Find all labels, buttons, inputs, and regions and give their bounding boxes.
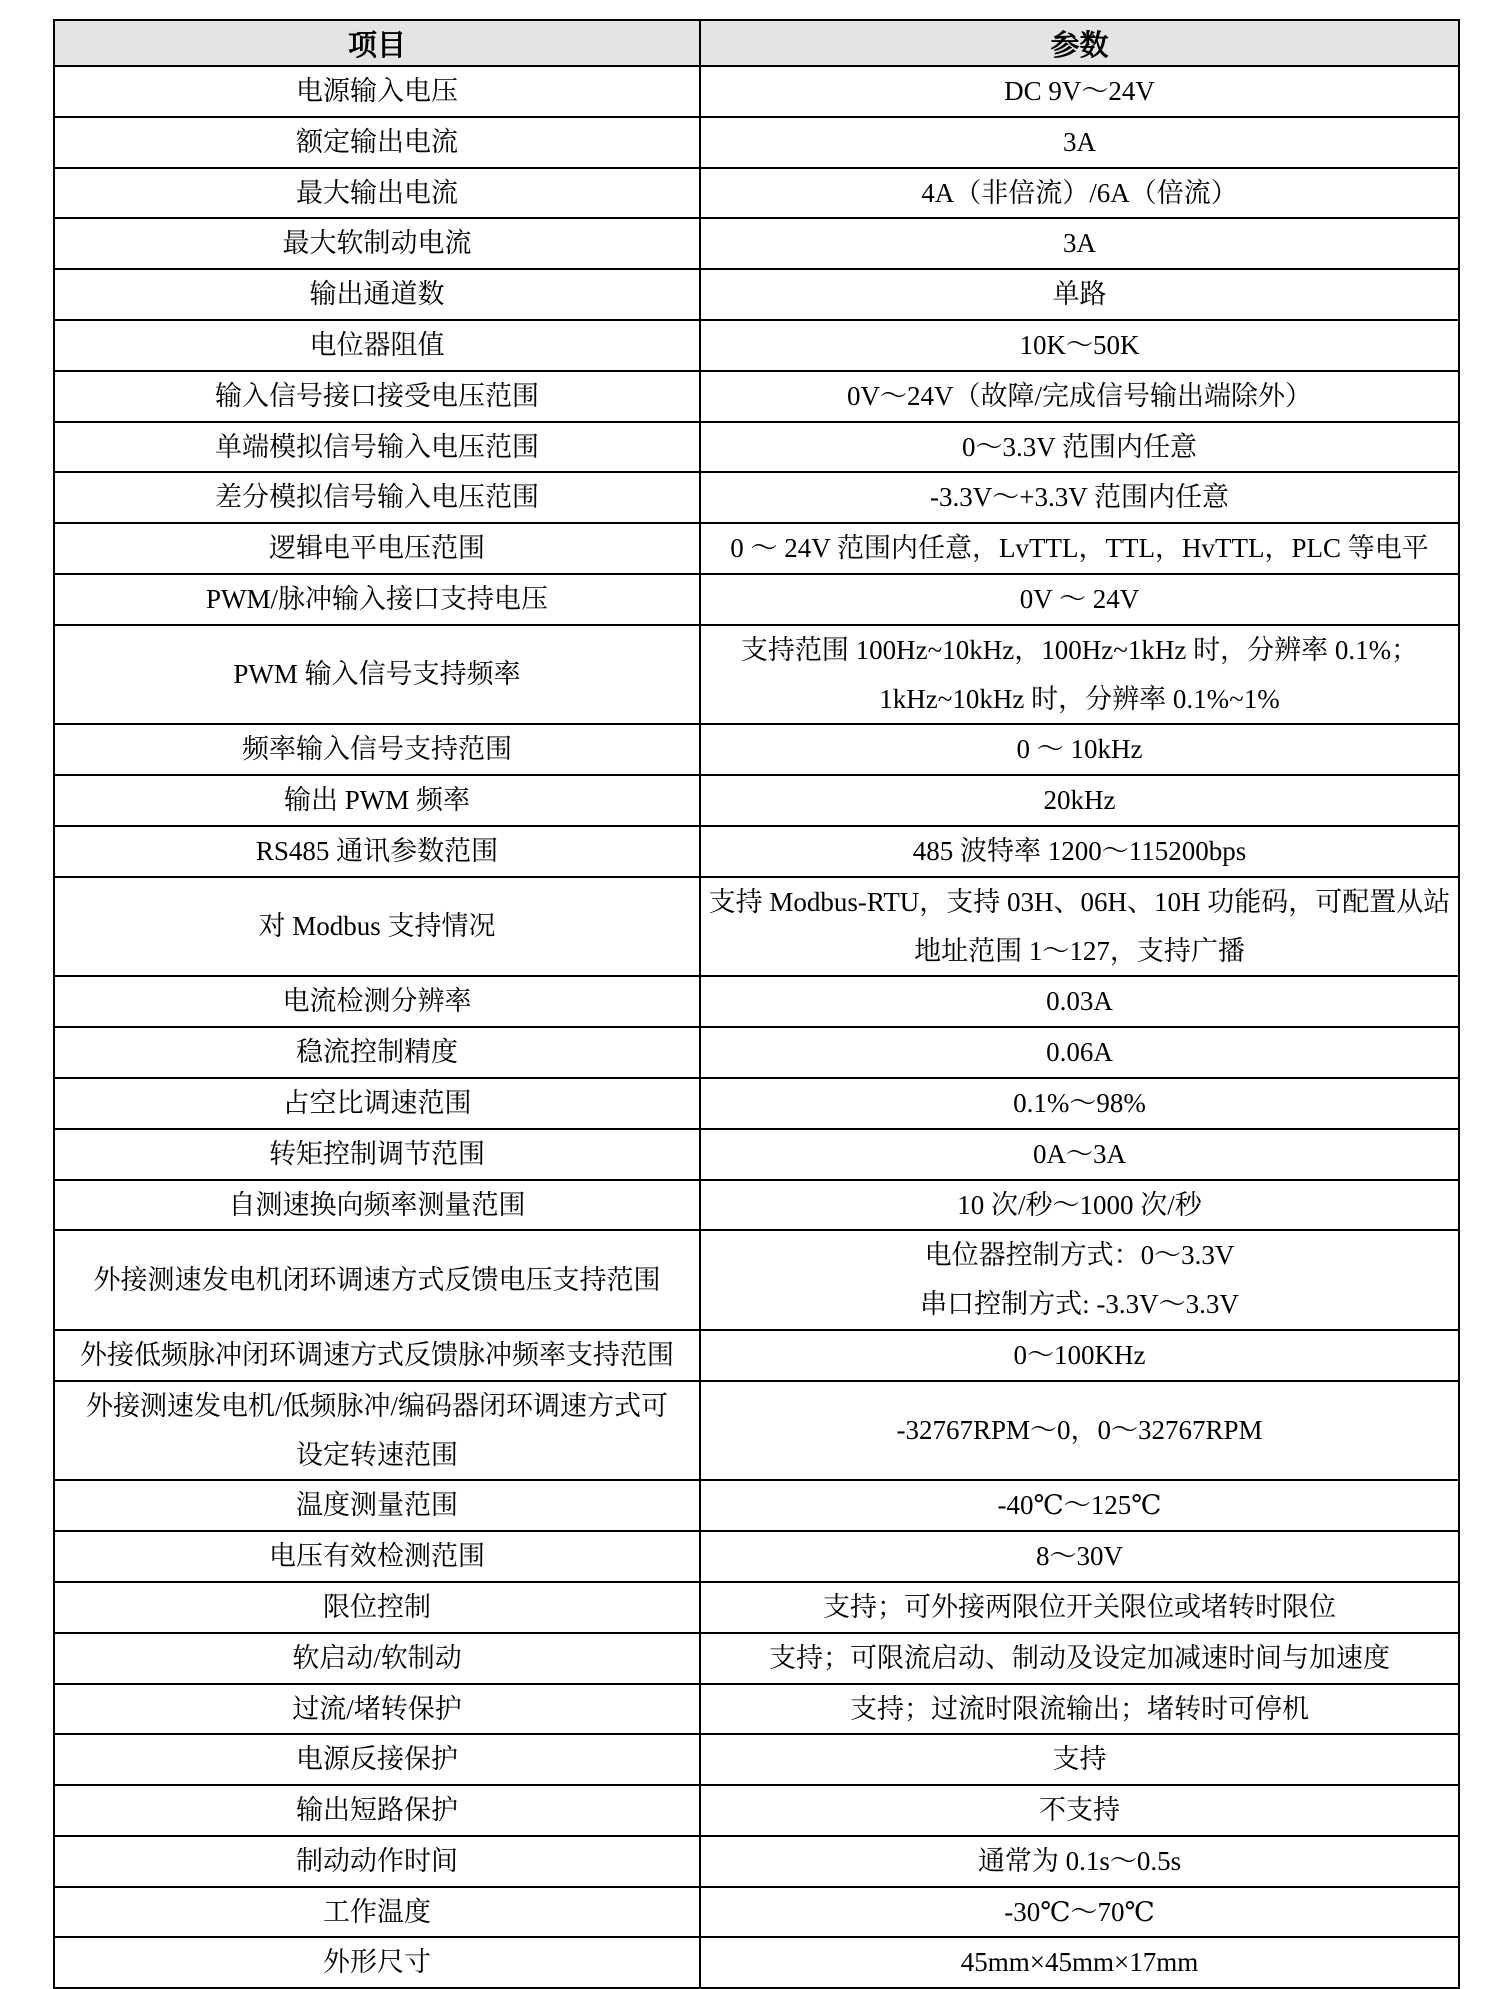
spec-item-cell bbox=[54, 1582, 700, 1633]
cell-line: 电流检测分辨率 bbox=[282, 986, 472, 1017]
cell-line: 输出通道数 bbox=[309, 279, 445, 310]
spec-item-cell bbox=[54, 1078, 700, 1129]
spec-param-cell bbox=[700, 371, 1459, 422]
cell-line: 电位器阻值 bbox=[309, 329, 445, 360]
table-row bbox=[54, 724, 1459, 775]
cell-line: 0～100KHz bbox=[1013, 1339, 1146, 1370]
table-row bbox=[54, 625, 1459, 725]
cell-line: 支持 bbox=[1052, 1744, 1107, 1775]
spec-item-cell bbox=[54, 422, 700, 473]
cell-line: 软启动/软制动 bbox=[292, 1642, 462, 1673]
cell-line: 0 ～ 10kHz bbox=[1016, 734, 1143, 765]
spec-param-cell bbox=[700, 218, 1459, 269]
table-row bbox=[54, 1531, 1459, 1582]
table-row bbox=[54, 117, 1459, 168]
spec-item-cell bbox=[54, 472, 700, 523]
table-row bbox=[54, 1633, 1459, 1684]
table-row bbox=[54, 1582, 1459, 1633]
cell-line: 支持 Modbus-RTU，支持 03H、06H、10H 功能码，可配置从站 bbox=[708, 886, 1451, 917]
cell-line: 485 波特率 1200～115200bps bbox=[912, 835, 1247, 866]
cell-line: 10 次/秒～1000 次/秒 bbox=[957, 1189, 1202, 1220]
table-row bbox=[54, 976, 1459, 1027]
spec-item-cell bbox=[54, 371, 700, 422]
spec-param-cell bbox=[700, 724, 1459, 775]
spec-item-cell bbox=[54, 976, 700, 1027]
table-row bbox=[54, 1180, 1459, 1231]
cell-line: 制动动作时间 bbox=[296, 1845, 458, 1876]
cell-line: PWM 输入信号支持频率 bbox=[233, 659, 521, 690]
table-row bbox=[54, 218, 1459, 269]
spec-param-cell bbox=[700, 1531, 1459, 1582]
table-row bbox=[54, 1330, 1459, 1381]
spec-param-cell bbox=[700, 1684, 1459, 1735]
cell-line: 外接测速发电机闭环调速方式反馈电压支持范围 bbox=[93, 1264, 661, 1295]
cell-line: 输出 PWM 频率 bbox=[283, 785, 470, 816]
table-row bbox=[54, 1887, 1459, 1938]
cell-line: 10K～50K bbox=[1019, 329, 1140, 360]
cell-line: 通常为 0.1s～0.5s bbox=[977, 1845, 1182, 1876]
spec-param-cell bbox=[700, 1078, 1459, 1129]
table-row bbox=[54, 1480, 1459, 1531]
cell-line: 最大输出电流 bbox=[296, 177, 458, 208]
cell-line: 限位控制 bbox=[323, 1591, 431, 1622]
spec-item-cell bbox=[54, 66, 700, 117]
spec-param-cell bbox=[700, 1785, 1459, 1836]
table-row bbox=[54, 826, 1459, 877]
cell-line: 额定输出电流 bbox=[296, 126, 458, 157]
spec-param-cell bbox=[700, 422, 1459, 473]
cell-line: 差分模拟信号输入电压范围 bbox=[215, 482, 539, 513]
spec-item-cell bbox=[54, 1531, 700, 1582]
cell-line: 外接测速发电机/低频脉冲/编码器闭环调速方式可 bbox=[85, 1390, 668, 1421]
table-row bbox=[54, 574, 1459, 625]
spec-param-cell bbox=[700, 117, 1459, 168]
cell-line: -32767RPM～0，0～32767RPM bbox=[896, 1415, 1263, 1446]
cell-line: 过流/堵转保护 bbox=[292, 1693, 462, 1724]
table-row bbox=[54, 422, 1459, 473]
spec-item-cell bbox=[54, 168, 700, 219]
spec-param-cell bbox=[700, 523, 1459, 574]
spec-param-cell bbox=[700, 976, 1459, 1027]
table-row bbox=[54, 472, 1459, 523]
cell-line: -40℃～125℃ bbox=[997, 1490, 1162, 1521]
spec-item-cell bbox=[54, 1381, 700, 1481]
spec-param-cell bbox=[700, 775, 1459, 826]
spec-param-cell bbox=[700, 1330, 1459, 1381]
spec-param-cell bbox=[700, 1734, 1459, 1785]
table-row bbox=[54, 1785, 1459, 1836]
spec-item-cell bbox=[54, 1633, 700, 1684]
cell-line: 支持；过流时限流输出；堵转时可停机 bbox=[850, 1693, 1309, 1724]
cell-line: 地址范围 1～127，支持广播 bbox=[914, 935, 1245, 966]
cell-line: 电位器控制方式：0～3.3V bbox=[924, 1240, 1235, 1271]
table-row bbox=[54, 1230, 1459, 1330]
cell-line: 0A～3A bbox=[1033, 1138, 1126, 1169]
spec-param-cell bbox=[700, 1887, 1459, 1938]
cell-line: 串口控制方式: -3.3V～3.3V bbox=[920, 1289, 1239, 1320]
cell-line: 0.03A bbox=[1046, 986, 1113, 1017]
cell-line: 设定转速范围 bbox=[296, 1439, 458, 1470]
table-row bbox=[54, 1381, 1459, 1481]
table-row bbox=[54, 1078, 1459, 1129]
spec-item-cell bbox=[54, 523, 700, 574]
cell-line: -30℃～70℃ bbox=[1004, 1896, 1155, 1927]
spec-item-cell bbox=[54, 1887, 700, 1938]
cell-line: RS485 通讯参数范围 bbox=[255, 835, 499, 866]
table-row bbox=[54, 66, 1459, 117]
spec-item-cell bbox=[54, 625, 700, 725]
cell-line: 0.1%～98% bbox=[1013, 1087, 1146, 1118]
spec-param-cell bbox=[700, 1180, 1459, 1231]
spec-item-cell bbox=[54, 1734, 700, 1785]
cell-line: 对 Modbus 支持情况 bbox=[258, 911, 496, 942]
table-row bbox=[54, 1836, 1459, 1887]
cell-line: 转矩控制调节范围 bbox=[269, 1138, 485, 1169]
spec-item-cell bbox=[54, 1684, 700, 1735]
cell-line: 占空比调速范围 bbox=[282, 1087, 472, 1118]
cell-line: 支持；可限流启动、制动及设定加减速时间与加速度 bbox=[769, 1642, 1390, 1673]
cell-line: 4A（非倍流）/6A（倍流） bbox=[921, 177, 1238, 208]
spec-param-cell bbox=[700, 1480, 1459, 1531]
cell-line: DC 9V～24V bbox=[1004, 76, 1155, 106]
cell-line: 外形尺寸 bbox=[323, 1947, 431, 1978]
cell-line: 单端模拟信号输入电压范围 bbox=[215, 431, 539, 462]
cell-line: 3A bbox=[1063, 228, 1096, 259]
spec-table bbox=[53, 19, 1460, 1989]
spec-param-cell bbox=[700, 1381, 1459, 1481]
spec-item-cell bbox=[54, 1330, 700, 1381]
cell-line: 不支持 bbox=[1039, 1795, 1120, 1826]
spec-param-cell bbox=[700, 66, 1459, 117]
cell-line: 外接低频脉冲闭环调速方式反馈脉冲频率支持范围 bbox=[80, 1339, 674, 1370]
table-row bbox=[54, 1027, 1459, 1078]
spec-item-cell bbox=[54, 320, 700, 371]
spec-param-cell bbox=[700, 574, 1459, 625]
spec-param-cell bbox=[700, 1129, 1459, 1180]
table-row bbox=[54, 1684, 1459, 1735]
cell-line: 0V～24V（故障/完成信号输出端除外） bbox=[847, 380, 1312, 411]
spec-item-cell bbox=[54, 269, 700, 320]
table-row bbox=[54, 1129, 1459, 1180]
spec-item-cell bbox=[54, 218, 700, 269]
spec-table-body bbox=[54, 66, 1459, 1988]
spec-item-cell bbox=[54, 1480, 700, 1531]
table-row bbox=[54, 523, 1459, 574]
spec-item-cell bbox=[54, 1027, 700, 1078]
spec-item-cell bbox=[54, 117, 700, 168]
cell-line: 45mm×45mm×17mm bbox=[960, 1947, 1199, 1978]
cell-line: 单路 bbox=[1052, 279, 1107, 310]
spec-table-header bbox=[54, 20, 1459, 66]
spec-param-cell bbox=[700, 1230, 1459, 1330]
cell-line: 0 ～ 24V 范围内任意，LvTTL，TTL，HvTTL，PLC 等电平 bbox=[730, 533, 1429, 564]
cell-line: 电压有效检测范围 bbox=[269, 1541, 485, 1572]
cell-line: 支持范围 100Hz~10kHz，100Hz~1kHz 时，分辨率 0.1%； bbox=[740, 634, 1419, 665]
spec-param-cell bbox=[700, 1027, 1459, 1078]
spec-item-cell bbox=[54, 775, 700, 826]
spec-param-cell bbox=[700, 472, 1459, 523]
cell-line: PWM/脉冲输入接口支持电压 bbox=[205, 583, 548, 614]
spec-item-cell bbox=[54, 877, 700, 977]
spec-param-cell bbox=[700, 168, 1459, 219]
column-header-param: 参数 bbox=[700, 20, 1459, 66]
cell-line: 0V ～ 24V bbox=[1019, 583, 1140, 614]
spec-item-cell bbox=[54, 1230, 700, 1330]
cell-line: 最大软制动电流 bbox=[282, 228, 472, 259]
spec-param-cell bbox=[700, 826, 1459, 877]
spec-param-cell bbox=[700, 625, 1459, 725]
cell-line: 0～3.3V 范围内任意 bbox=[961, 431, 1197, 462]
cell-line: 逻辑电平电压范围 bbox=[269, 533, 485, 564]
cell-line: -3.3V～+3.3V 范围内任意 bbox=[930, 482, 1229, 513]
table-row bbox=[54, 168, 1459, 219]
cell-line: 输出短路保护 bbox=[296, 1795, 458, 1826]
cell-line: 0.06A bbox=[1046, 1037, 1113, 1068]
spec-item-cell bbox=[54, 1129, 700, 1180]
spec-param-cell bbox=[700, 269, 1459, 320]
spec-param-cell bbox=[700, 1633, 1459, 1684]
cell-line: 3A bbox=[1063, 126, 1096, 157]
spec-item-cell bbox=[54, 724, 700, 775]
spec-item-cell bbox=[54, 574, 700, 625]
table-row bbox=[54, 1937, 1459, 1988]
cell-line: 自测速换向频率测量范围 bbox=[228, 1189, 526, 1220]
spec-item-cell bbox=[54, 1937, 700, 1988]
header-row bbox=[54, 20, 1459, 66]
cell-line: 电源反接保护 bbox=[296, 1744, 458, 1775]
cell-line: 1kHz~10kHz 时，分辨率 0.1%~1% bbox=[879, 683, 1280, 714]
cell-line: 温度测量范围 bbox=[296, 1490, 458, 1521]
spec-param-cell bbox=[700, 877, 1459, 977]
table-row bbox=[54, 269, 1459, 320]
spec-param-cell bbox=[700, 1836, 1459, 1887]
cell-line: 工作温度 bbox=[323, 1896, 431, 1927]
cell-line: 20kHz bbox=[1043, 785, 1116, 816]
table-row bbox=[54, 320, 1459, 371]
spec-item-cell bbox=[54, 1180, 700, 1231]
cell-line: 电源输入电压 bbox=[296, 76, 458, 106]
cell-line: 输入信号接口接受电压范围 bbox=[215, 380, 539, 411]
spec-param-cell bbox=[700, 1582, 1459, 1633]
table-row bbox=[54, 877, 1459, 977]
column-header-item: 项目 bbox=[54, 20, 700, 66]
cell-line: 频率输入信号支持范围 bbox=[242, 734, 512, 765]
spec-item-cell bbox=[54, 1836, 700, 1887]
table-row bbox=[54, 1734, 1459, 1785]
table-row bbox=[54, 775, 1459, 826]
cell-line: 稳流控制精度 bbox=[296, 1037, 458, 1068]
spec-item-cell bbox=[54, 826, 700, 877]
cell-line: 8～30V bbox=[1036, 1541, 1123, 1572]
spec-item-cell bbox=[54, 1785, 700, 1836]
spec-param-cell bbox=[700, 1937, 1459, 1988]
table-row bbox=[54, 371, 1459, 422]
cell-line: 支持；可外接两限位开关限位或堵转时限位 bbox=[823, 1591, 1336, 1622]
spec-param-cell bbox=[700, 320, 1459, 371]
